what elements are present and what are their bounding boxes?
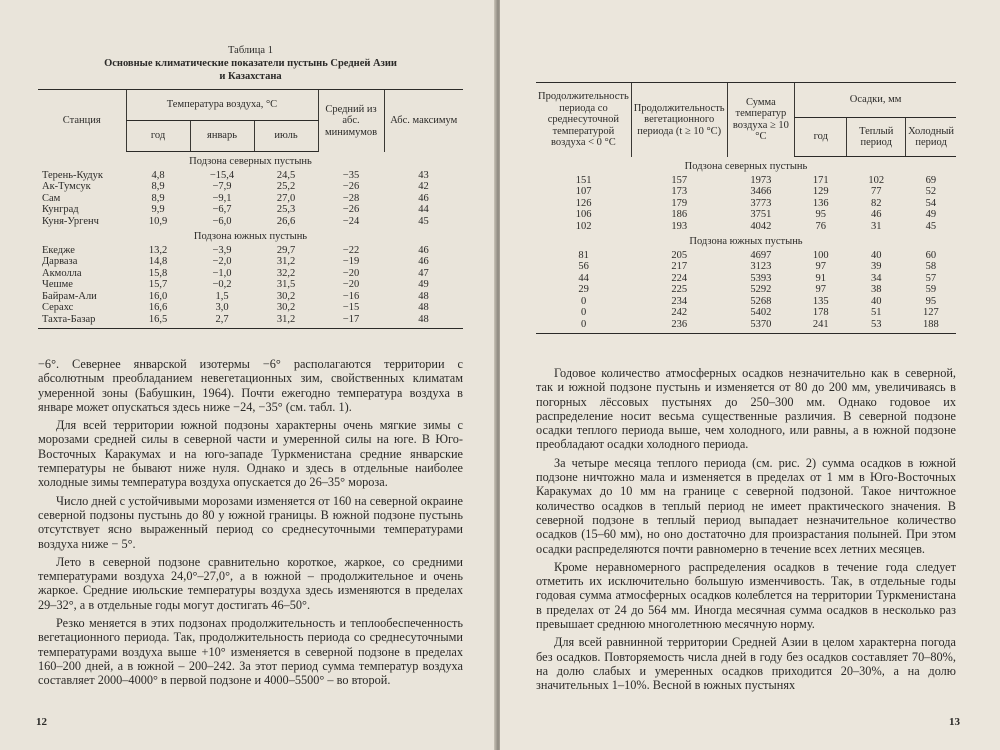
paragraph: Резко меняется в этих подзонах продолжительность и теплообеспеченность вегетационного периода. Так, продолжительность периода со среднесуточными температурами воздуха выше +10° изменяется в северной подзоне в пределах 160–200 дней, а в южной – 200–242. За этот период сумма температур воздуха составляет 2000–4000° в первой подзоне и 4000–5500° – во второй.	[38, 616, 463, 688]
table-cell: 95	[815, 209, 827, 220]
table-row	[536, 307, 956, 319]
table-cell: 52	[925, 186, 937, 197]
table-row	[536, 250, 956, 262]
table-row	[536, 186, 956, 198]
table-cell: Сам	[42, 192, 61, 204]
table-row	[38, 204, 463, 216]
header-precip: Осадки, мм	[795, 83, 956, 118]
table-cell: −9,1	[212, 192, 232, 204]
table-row	[38, 193, 463, 205]
table-cell: 157	[671, 174, 688, 186]
table-row	[536, 284, 956, 296]
climate-table-left	[38, 89, 463, 329]
table-cell: 5292	[750, 284, 772, 295]
header-abs-max: Абс. максимум	[384, 90, 463, 152]
table-cell: Серахс	[42, 302, 74, 313]
table-cell: 95	[925, 295, 937, 307]
table-cell: 49	[418, 279, 429, 290]
table-cell: 186	[671, 209, 688, 220]
table-cell: 1,5	[215, 290, 229, 302]
table-cell: 48	[418, 302, 429, 313]
table-row	[38, 245, 463, 257]
table-cell: 57	[925, 272, 937, 284]
table-cell: 42	[418, 181, 429, 192]
table-title-line1: Основные климатические показатели пустынь Средней Азии	[104, 58, 397, 69]
table-cell: −0,2	[212, 279, 232, 290]
header-warm: Теплый период	[847, 118, 906, 157]
table-cell: 46	[418, 256, 429, 267]
table-cell: 48	[384, 314, 463, 329]
table-cell: 29,7	[276, 244, 296, 256]
table-cell: 102	[575, 220, 592, 232]
table-cell: 25,3	[276, 204, 296, 215]
header-january: январь	[190, 121, 254, 152]
header-year: год	[795, 118, 847, 157]
table-cell: 32,2	[276, 267, 296, 279]
climate-table-right	[536, 82, 956, 334]
table-cell: Байрам-Али	[42, 290, 97, 302]
paragraph: Кроме неравномерного распределения осадков в течение года следует отметить их исключительно большую изменчивость. Так, в отдельные годы годовая сумма атмосферных осадков колеблется на территории Туркменистана в пределах от 24 до 564 мм. Иногда месячная сумма осадков в несколько раз превышает среднюю многолетнюю месячную норму.	[536, 559, 956, 632]
paragraph: Для всей территории южной подзоны характерны очень мягкие зимы с морозами средней силы в северной части и умеренной силы на юге. В Юго-Восточных Каракумах и на юго-западе Туркменистана средние январские температуры не бывают ниже нуля. Однако и здесь в отдельные наиболее холодные зимы температура воздуха опускается до 26–35° мороза.	[38, 418, 463, 490]
paragraph: Годовое количество атмосферных осадков незначительно как в северной, так и южной подзоне пустынь и изменяется от 80 до 200 мм, увеличиваясь в погорных лёссовых пустынях до 250–300 мм. Однако годовое их распределение носит весьма существенные различия. В северной подзоне осадки теплого периода выше, чем холодного, или равны, а в южной подзоне преобладают осадки холодного периода.	[536, 366, 956, 452]
table-cell: 234	[671, 295, 688, 307]
table-cell: −22	[342, 244, 360, 256]
table-cell: −15	[342, 302, 360, 313]
table-row	[38, 268, 463, 280]
table-cell: 107	[575, 186, 592, 197]
header-year: год	[126, 121, 190, 152]
table-cell: 173	[671, 186, 688, 197]
table-cell: 51	[870, 307, 882, 318]
table-cell: 129	[812, 186, 829, 197]
table-title-line2: и Казахстана	[219, 71, 282, 82]
table-row	[38, 279, 463, 291]
table-cell: Ак-Тумсук	[42, 181, 91, 192]
table-number: Таблица 1	[228, 45, 273, 56]
table-cell: 47	[418, 267, 429, 279]
right-page	[500, 0, 1000, 750]
table-cell: 0	[581, 307, 587, 318]
header-air-temp: Температура воздуха, °С	[126, 90, 318, 121]
right-text	[536, 366, 956, 693]
table-cell: 40	[870, 295, 882, 307]
table-cell: 236	[631, 319, 727, 334]
table-cell: 46	[418, 192, 429, 204]
table-row	[38, 181, 463, 193]
table-cell: 100	[812, 249, 829, 261]
table-cell: 0	[581, 295, 587, 307]
table-cell: 16,6	[148, 302, 168, 313]
table-cell: 31,5	[276, 279, 296, 290]
table-cell: 205	[671, 249, 688, 261]
table-cell: 43	[418, 169, 429, 181]
table-cell: 8,9	[151, 192, 165, 204]
table-cell: Дарваза	[42, 256, 78, 267]
table-cell: −7,9	[212, 181, 232, 192]
paragraph: За четыре месяца теплого периода (см. рис. 2) сумма осадков в южной подзоне ничтожно мала и изменяется в пределах от 1 мм в Юго-Восточных Каракумах до 10 мм на границе с северной подзоной. Такое ничтожное количество осадков в теплый период не имеет практического значения. В северной подзоне в теплый период выпадает незначительное количество осадков (15–60 мм), но оно достаточно для произрастания полыней. При этом осадки распределяются почти равномерно в течение всех летних месяцев.	[536, 455, 956, 556]
table-row	[536, 273, 956, 285]
table-cell: Куня-Ургенч	[42, 215, 99, 227]
table-cell: 97	[815, 284, 827, 295]
table-cell: −26	[342, 181, 360, 192]
table-cell: −16	[342, 290, 360, 302]
table-cell: 3123	[750, 261, 772, 272]
table-row	[38, 291, 463, 303]
table-cell: 4042	[750, 220, 772, 232]
table-cell: 106	[575, 209, 592, 220]
paragraph: Для всей равнинной территории Средней Азии в целом характерна погода без осадков. Повторяемость числа дней в году без осадков составляет 70–80%, на долю слабых и умеренных осадков приходится 20–30%, а на долю значительных 1–10%. Весной в южных пустынях	[536, 635, 956, 693]
table-cell: 15,8	[148, 267, 168, 279]
table-row	[536, 221, 956, 233]
paragraph: Число дней с устойчивыми морозами изменяется от 160 на северной окраине северной подзоны пустынь до 80 у южной границы. В южной подзоне пустынь отсутствует ясно выраженный период со среднесуточными температурами воздуха ниже − 5°.	[38, 493, 463, 551]
table-cell: 126	[575, 197, 592, 209]
left-south-group	[38, 227, 463, 329]
table-cell: 0	[536, 319, 631, 334]
table-cell: −24	[342, 215, 360, 227]
table-cell: 4,8	[151, 169, 165, 181]
table-cell: −20	[342, 279, 360, 290]
table-cell: 136	[812, 197, 829, 209]
table-row	[536, 261, 956, 273]
header-temp-sum: Сумма температур воздуха ≥ 10 °С	[727, 83, 795, 157]
table-cell: 48	[418, 290, 429, 302]
table-cell: 34	[870, 272, 882, 284]
table-cell: 178	[812, 307, 829, 318]
table-cell: −1,0	[212, 267, 232, 279]
subzone-north-label: Подзона северных пустынь	[684, 161, 808, 172]
table-cell: −15,4	[209, 169, 235, 181]
table-cell: −20	[342, 267, 360, 279]
table-cell: 2,7	[190, 314, 254, 329]
table-row	[38, 256, 463, 268]
paragraph: Лето в северной подзоне сравнительно короткое, жаркое, со средними температурами воздуха 24,0°–27,0°, а в южной – продолжительное и очень жаркое. Средние июльские температуры воздуха здесь изменяются в пределах 29–32°, а в отдельные годы могут достигать 46–50°.	[38, 554, 463, 612]
table-cell: 44	[578, 272, 589, 284]
table-cell: 14,8	[148, 256, 168, 267]
table-cell: −35	[342, 169, 360, 181]
table-cell: 193	[671, 220, 688, 232]
table-cell: −17	[318, 314, 384, 329]
paragraph: −6°. Севернее январской изотермы −6° располагаются территории с абсолютным преобладанием невегетационных зим, свойственных климатам умеренной зоны (Бабушкин, 1964). Почти ежегодно температура воздуха в январе может опускаться здесь ниже −24, −35° (см. табл. 1).	[38, 357, 463, 414]
table-cell: 135	[812, 295, 829, 307]
table-cell: −6,7	[212, 204, 232, 215]
table-cell: 8,9	[151, 181, 165, 192]
table-row	[536, 319, 956, 334]
table-cell: −26	[342, 204, 360, 215]
table-cell: 4697	[750, 249, 772, 261]
table-cell: 217	[671, 261, 688, 272]
page-number-left: 12	[36, 716, 47, 728]
table-cell: 16,0	[148, 290, 168, 302]
table-cell: 1973	[750, 174, 772, 186]
table-cell: 27,0	[276, 192, 296, 204]
table-cell: 29	[578, 284, 589, 295]
table-cell: 241	[795, 319, 847, 334]
table-cell: 53	[847, 319, 906, 334]
table-cell: 242	[671, 307, 688, 318]
header-cold: Холодный период	[906, 118, 956, 157]
left-text	[38, 357, 463, 688]
table-row	[536, 209, 956, 221]
table-row	[38, 170, 463, 182]
page-number-right: 13	[949, 716, 960, 728]
table-cell: 102	[868, 174, 885, 186]
table-cell: 77	[870, 186, 882, 197]
table-row	[536, 175, 956, 187]
table-cell: 3773	[750, 197, 772, 209]
table-cell: 31,2	[254, 314, 318, 329]
subzone-south-label: Подзона южных пустынь	[193, 231, 308, 242]
table-cell: 188	[906, 319, 956, 334]
table-cell: 3466	[750, 186, 772, 197]
left-north-group	[38, 152, 463, 228]
table-cell: 3751	[750, 209, 772, 220]
table-row	[536, 296, 956, 308]
table-cell: Кунград	[42, 204, 79, 215]
table-cell: 44	[418, 204, 429, 215]
table-cell: −3,9	[212, 244, 232, 256]
table-cell: 179	[671, 197, 688, 209]
right-north-group	[536, 157, 956, 233]
table-cell: 60	[925, 249, 937, 261]
table-cell: 82	[870, 197, 882, 209]
table-cell: 9,9	[151, 204, 165, 215]
table-cell: 225	[671, 284, 688, 295]
table-cell: 30,2	[276, 290, 296, 302]
table-cell: 40	[870, 249, 882, 261]
table-cell: 46	[870, 209, 882, 220]
table-cell: 31	[870, 220, 882, 232]
table-cell: 91	[815, 272, 827, 284]
table-cell: 171	[812, 174, 829, 186]
table-cell: 127	[922, 307, 939, 318]
table-cell: 25,2	[276, 181, 296, 192]
table-cell: 39	[870, 261, 882, 272]
table-cell: 45	[925, 220, 937, 232]
table-cell: 5402	[750, 307, 772, 318]
table-cell: Тахта-Базар	[38, 314, 126, 329]
table-cell: 31,2	[276, 256, 296, 267]
table-cell: 224	[671, 272, 688, 284]
header-cold-period: Продолжительность периода со среднесуточной температурой воздуха < 0 °С	[536, 83, 631, 157]
right-south-group	[536, 232, 956, 334]
table-cell: Терень-Кудук	[42, 169, 103, 181]
table-cell: 54	[925, 197, 937, 209]
table-row	[38, 302, 463, 314]
table-cell: Екедже	[42, 244, 75, 256]
table-cell: 10,9	[148, 215, 168, 227]
table-cell: −2,0	[212, 256, 232, 267]
table-cell: 5370	[727, 319, 795, 334]
table-cell: 5268	[750, 295, 772, 307]
subzone-north-label: Подзона северных пустынь	[189, 156, 312, 167]
table-cell: Акмолла	[42, 267, 82, 279]
table-cell: 49	[925, 209, 937, 220]
table-cell: −19	[342, 256, 360, 267]
table-cell: 16,5	[126, 314, 190, 329]
table-cell: 26,6	[276, 215, 296, 227]
table-cell: −28	[342, 192, 360, 204]
table-row	[38, 314, 463, 329]
table-cell: 30,2	[276, 302, 296, 313]
table-cell: 46	[418, 244, 429, 256]
table-cell: 58	[925, 261, 937, 272]
table-cell: 81	[578, 249, 589, 261]
table-cell: 56	[578, 261, 589, 272]
left-page	[0, 0, 497, 750]
header-station: Станция	[38, 90, 126, 152]
table-cell: 24,5	[276, 169, 296, 181]
table-cell: 13,2	[148, 244, 168, 256]
table-cell: 69	[925, 174, 937, 186]
header-july: июль	[254, 121, 318, 152]
header-avg-abs-min: Средний из абс. минимумов	[318, 90, 384, 152]
table-cell: 76	[815, 220, 827, 232]
table-row	[38, 216, 463, 228]
table-cell: 15,7	[148, 279, 168, 290]
table-cell: 3,0	[215, 302, 229, 313]
table-cell: Чешме	[42, 279, 73, 290]
table-cell: 5393	[750, 272, 772, 284]
header-veg-period: Продолжительность вегетационного периода (t ≥ 10 °С)	[631, 83, 727, 157]
table-cell: 97	[815, 261, 827, 272]
table-cell: 38	[870, 284, 882, 295]
table-row	[536, 198, 956, 210]
table-cell: 151	[575, 174, 592, 186]
table-cell: 45	[418, 215, 429, 227]
table-cell: −6,0	[212, 215, 232, 227]
table-cell: 59	[925, 284, 937, 295]
subzone-south-label: Подзона южных пустынь	[689, 236, 803, 247]
